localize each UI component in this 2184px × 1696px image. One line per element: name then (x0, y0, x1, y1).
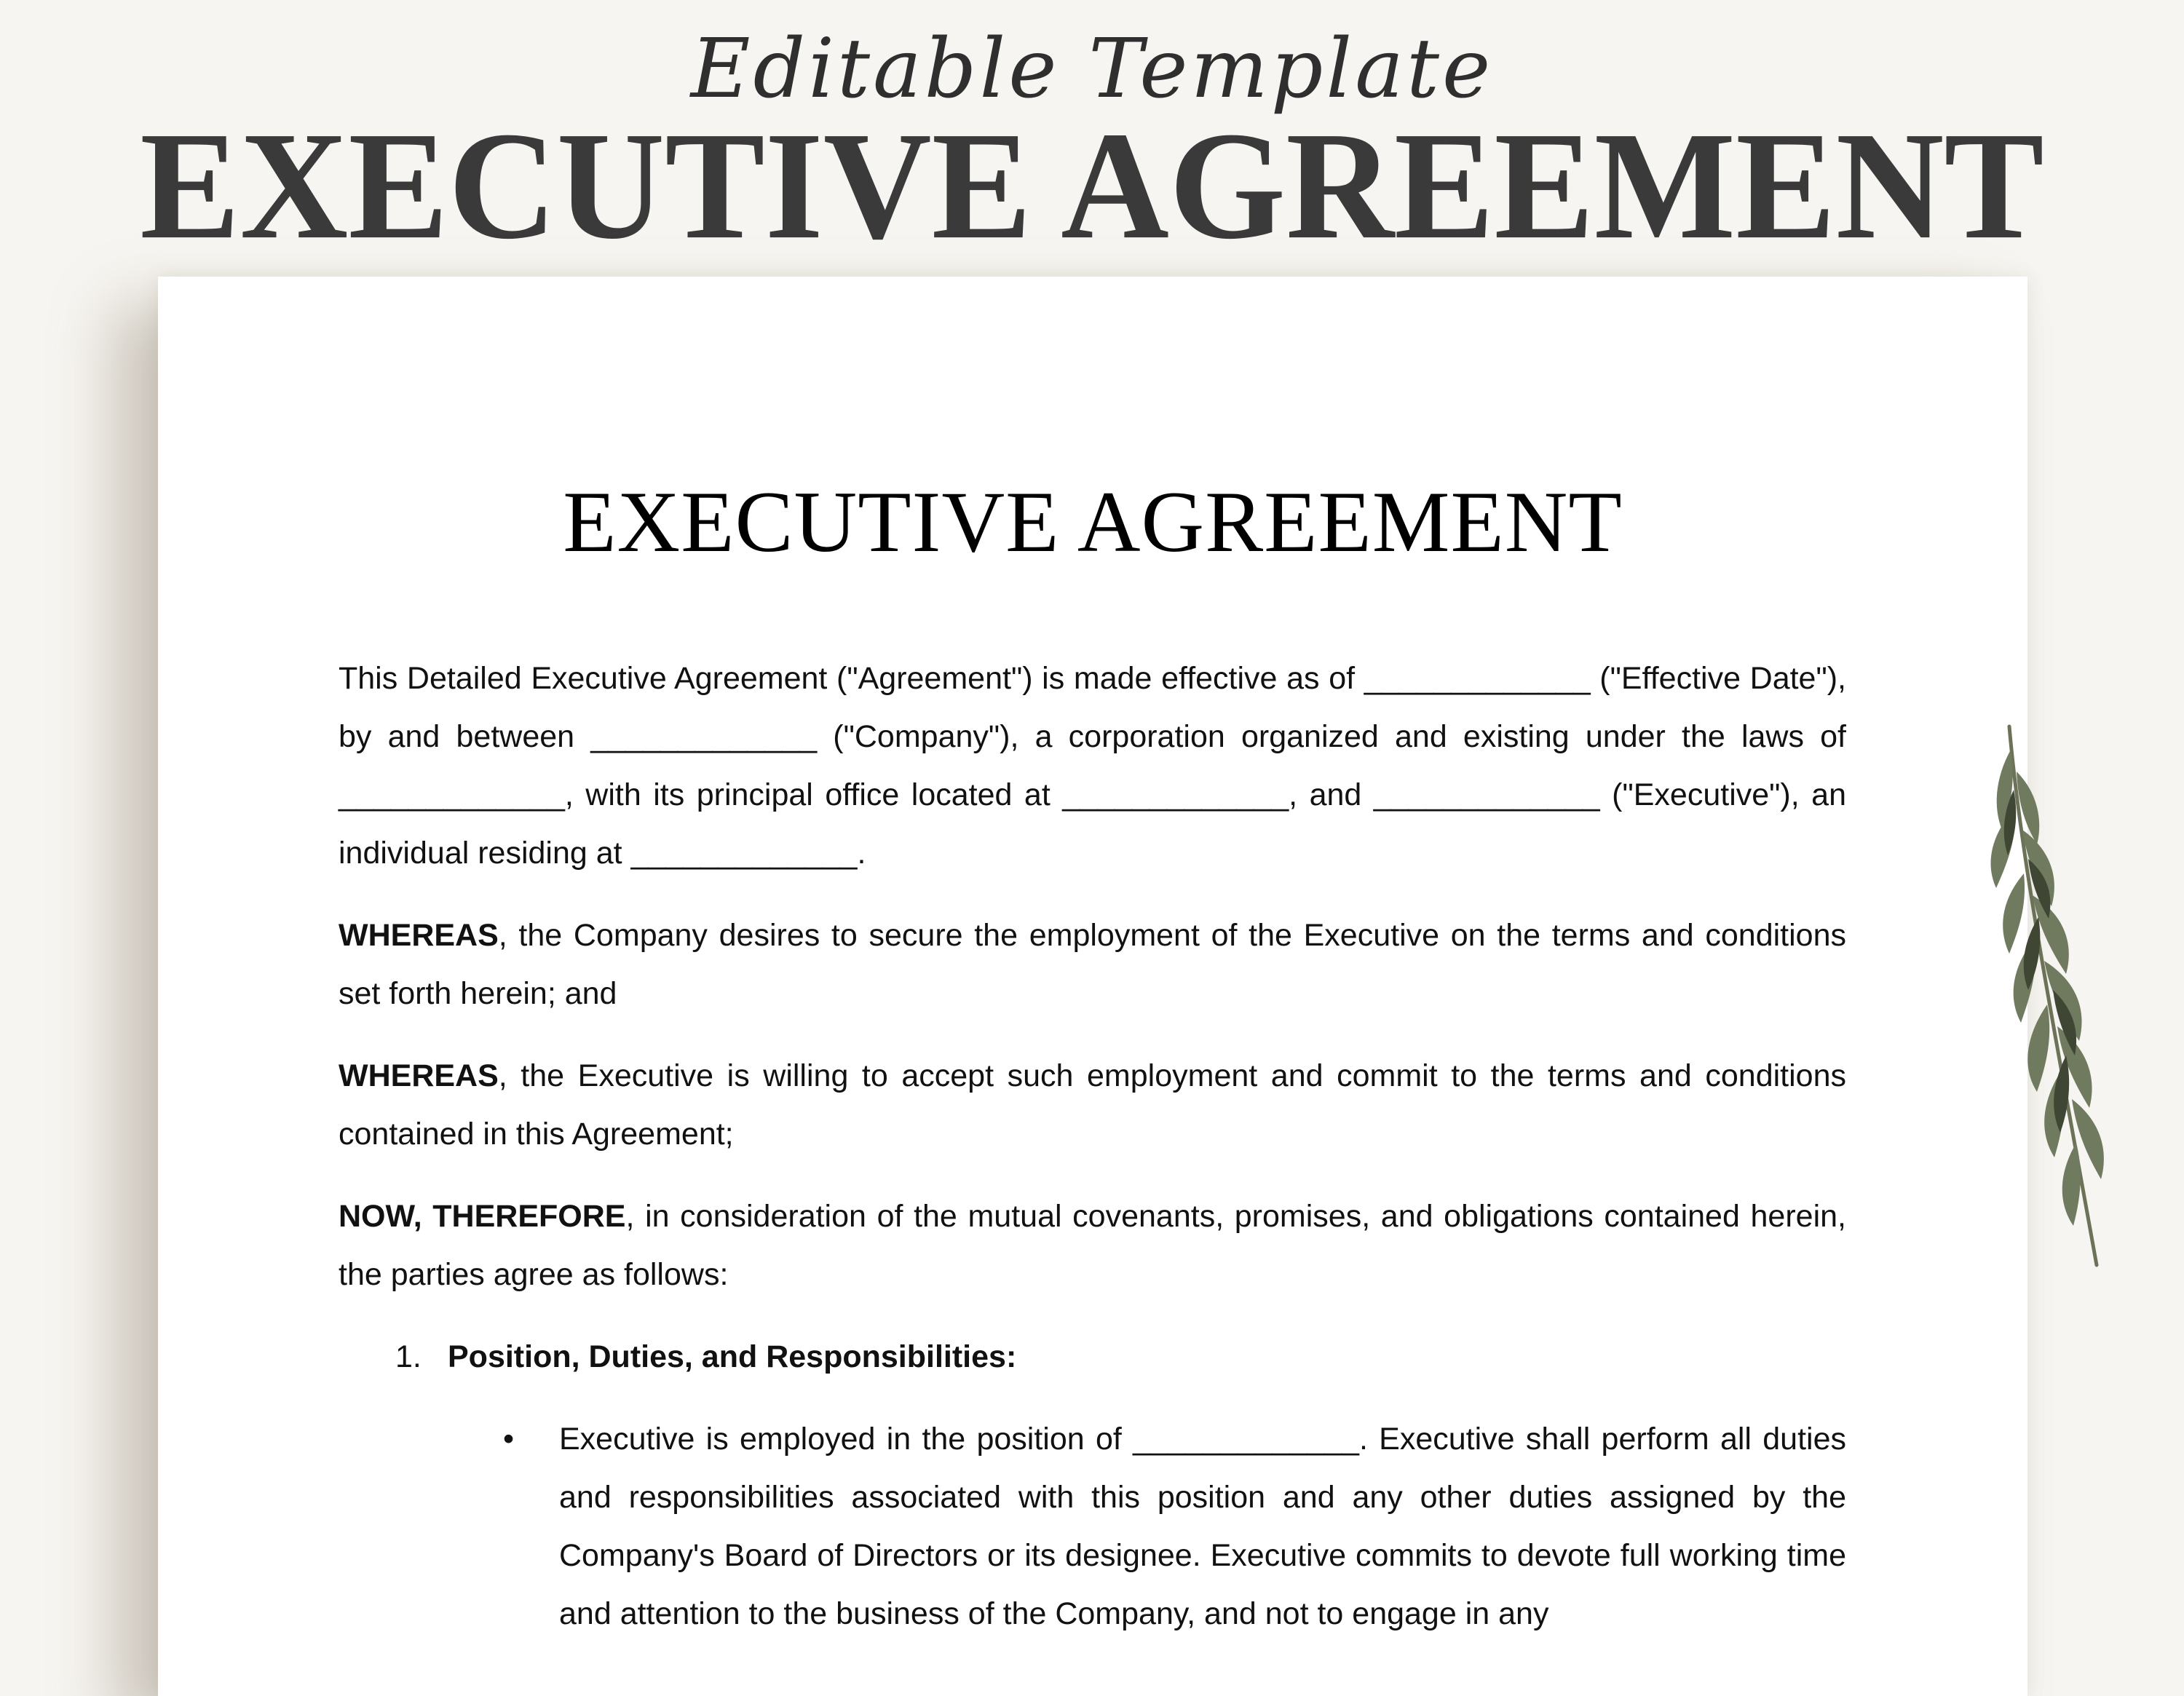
editable-template-script-title: Editable Template (690, 22, 1494, 116)
whereas-paragraph-1 (339, 906, 1846, 1023)
now-therefore-lead: NOW, THEREFORE (339, 1199, 626, 1234)
section-number: 1. (395, 1339, 422, 1374)
document-body (339, 649, 1846, 1643)
now-therefore-paragraph (339, 1187, 1846, 1304)
document-page (158, 277, 2027, 1696)
whereas-lead: WHEREAS (339, 918, 499, 953)
rosemary-sprig-icon (1980, 721, 2140, 1274)
section-1-bullet (339, 1410, 1846, 1643)
now-therefore-text: , in consideration of the mutual covenants, promises, and obligations contained herein, the parties agree as follows: (339, 1199, 1846, 1292)
whereas-text: , the Executive is willing to accept such employment and commit to the terms and conditions contained in this Agreement; (339, 1058, 1846, 1152)
whereas-text: , the Company desires to secure the employment of the Executive on the terms and conditions set forth herein; and (339, 918, 1846, 1011)
section-1-heading (339, 1328, 1846, 1386)
intro-paragraph: This Detailed Executive Agreement ("Agreement") is made effective as of _____________ ("Effective Date"), by and between _____________ ("Company"), a corporation organized and existing under the laws of _____________, with its principal office located at _____________, and _____________ ("Executive"), an individual residing at _____________. (339, 661, 1846, 871)
section-title: Position, Duties, and Responsibilities: (448, 1339, 1017, 1374)
whereas-paragraph-2 (339, 1047, 1846, 1163)
bullet-icon: • (503, 1422, 515, 1457)
bullet-text: Executive is employed in the position of _____________. Executive shall perform all duties and responsibilities associated with this position and any other duties assigned by the Company's Board of Directors or its designee. Executive commits to devote full working time and attention to the business of the Company, and not to engage in any (559, 1422, 1846, 1631)
document-title: EXECUTIVE AGREEMENT (563, 473, 1623, 570)
whereas-lead: WHEREAS (339, 1058, 499, 1093)
main-title: EXECUTIVE AGREEMENT (140, 99, 2044, 272)
